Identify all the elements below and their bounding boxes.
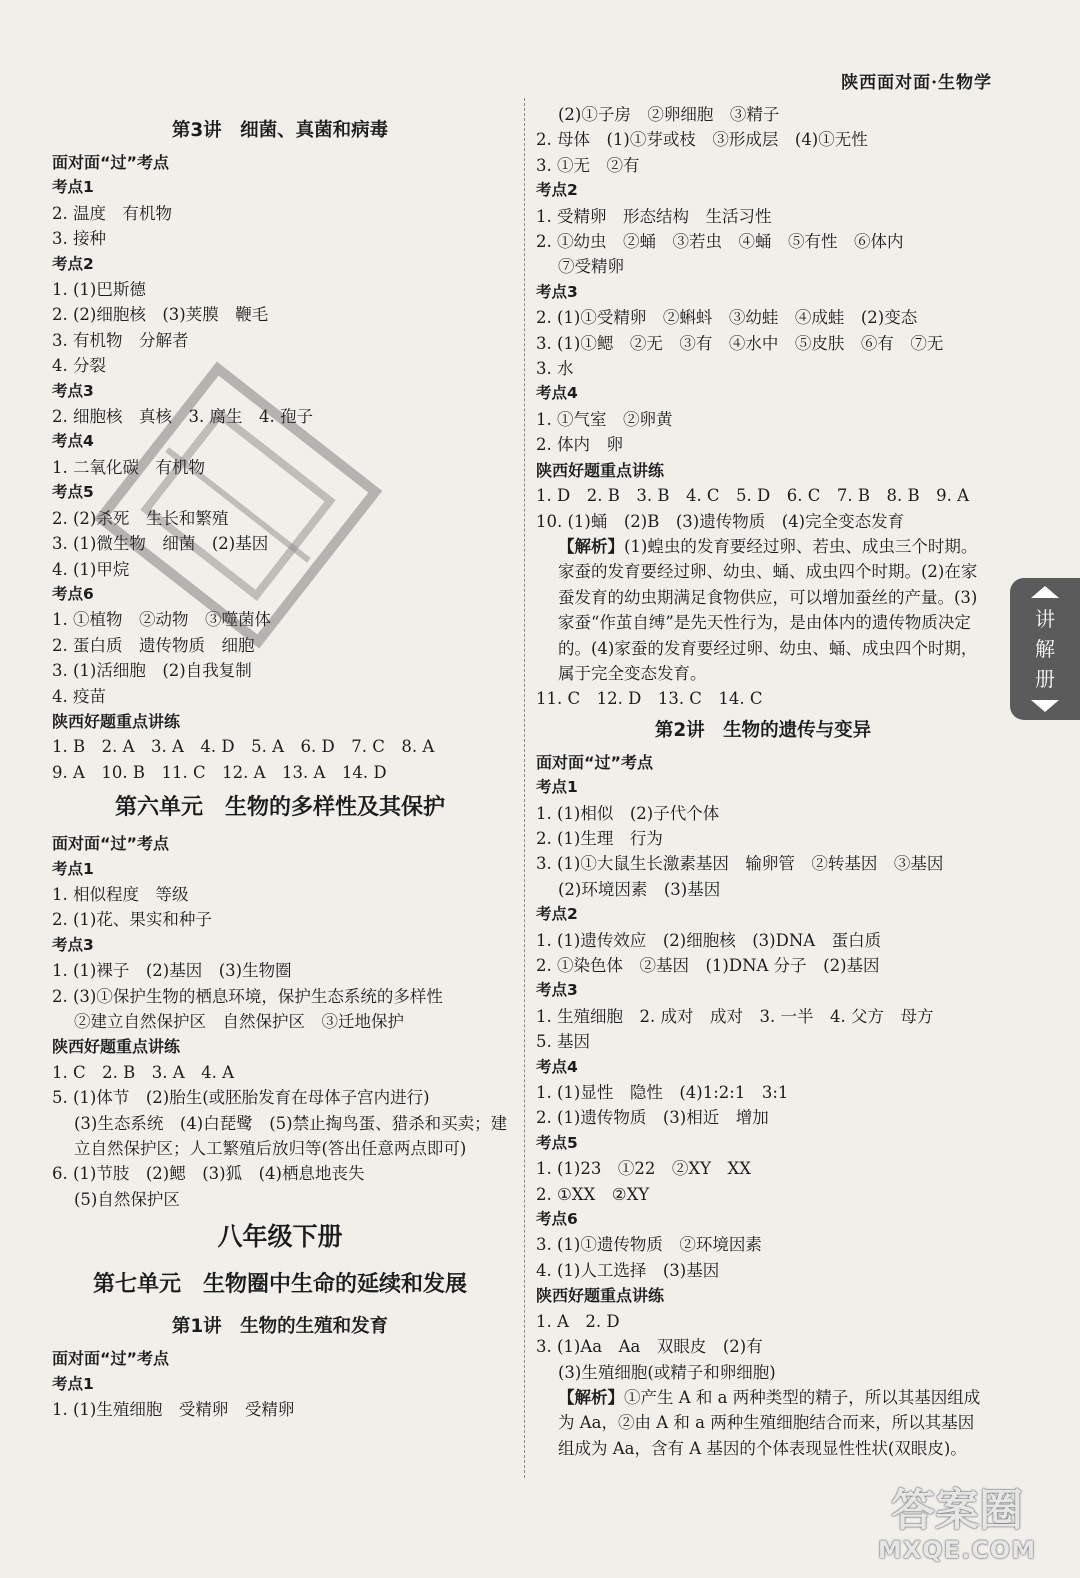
answer-line: 2. ①染色体 ②基因 (1)DNA 分子 (2)基因	[536, 956, 880, 975]
answer-line: 2. (1)花、果实和种子	[52, 910, 212, 930]
side-tab-lecture-book[interactable]	[1010, 578, 1080, 720]
analysis-text: (1)蝗虫的发育要经过卵、若虫、成虫三个时期。家蚕的发育要经过卵、幼虫、蛹、成虫四个时期。(2)在家蚕发育的幼虫期满足食物供应，可以增加蚕丝的产量。(3)家蚕“作茧自缚”是先天性行为，是由体内的遗传物质决定的。(4)家蚕的发育要经过卵、幼虫、蛹、成虫四个时期，属于完全变态发育。	[558, 536, 978, 683]
face-to-face-heading: 面对面“过”考点	[52, 1349, 170, 1369]
answer-line: 10. (1)蛹 (2)B (3)遗传物质 (4)完全变态发育	[536, 511, 905, 531]
answer-line: 3. 水	[536, 359, 574, 379]
answer-line: 1. (1)遗传效应 (2)细胞核 (3)DNA 蛋白质	[536, 930, 882, 950]
practice-heading: 陕西好题重点讲练	[52, 711, 181, 731]
answer-line: 2. 细胞核 真核 3. 腐生 4. 孢子	[52, 407, 313, 427]
practice-heading: 陕西好题重点讲练	[536, 460, 665, 480]
analysis-tag: 【解析】	[558, 536, 624, 556]
answer-line: 1. (1)裸子 (2)基因 (3)生物圈	[52, 961, 292, 981]
watermark-logo	[862, 1486, 1052, 1566]
practice-heading: 陕西好题重点讲练	[52, 1037, 181, 1057]
kaodian-3: 考点3	[52, 935, 94, 954]
answer-line: 5. (1)体节 (2)胎生(或胚胎发育在母体子宫内进行)	[52, 1088, 430, 1108]
answer-line: 1. (1)相似 (2)子代个体	[536, 803, 720, 823]
kaodian-2: 考点2	[52, 254, 94, 273]
answer-line: 3. (1)微生物 细菌 (2)基因	[52, 534, 269, 554]
answer-line: 3. (1)①大鼠生长激素基因 输卵管 ②转基因 ③基因	[536, 854, 944, 874]
page-header: 陕西面对面·生物学	[841, 73, 992, 93]
unit6-title: 第六单元 生物的多样性及其保护	[114, 795, 445, 821]
kaodian-2: 考点2	[536, 181, 578, 200]
answer-line: 3. 接种	[52, 229, 106, 249]
answer-line: 2. (2)杀死 生长和繁殖	[52, 508, 229, 528]
answer-line: 1. B 2. A 3. A 4. D 5. A 6. D 7. C 8. A	[52, 737, 435, 757]
answer-line: 4. 疫苗	[52, 686, 106, 706]
kaodian-3: 考点3	[536, 282, 578, 301]
answer-line: 2. (1)①受精卵 ②蝌蚪 ③幼蛙 ④成蛙 (2)变态	[536, 308, 918, 328]
answer-line: 9. A 10. B 11. C 12. A 13. A 14. D	[52, 762, 387, 782]
answer-line: 4. (1)甲烷	[52, 559, 130, 579]
analysis-tag: 【解析】	[558, 1387, 624, 1407]
answer-line: 2. 蛋白质 遗传物质 细胞	[52, 635, 255, 655]
kaodian-6: 考点6	[536, 1210, 578, 1229]
analysis-block	[536, 1385, 990, 1461]
answer-line: 6. (1)节肢 (2)鳃 (3)狐 (4)栖息地丧失	[52, 1164, 365, 1184]
lecture3-title: 第3讲 细菌、真菌和病毒	[171, 120, 389, 141]
answer-line: 4. (1)人工选择 (3)基因	[536, 1260, 720, 1280]
answer-line: (2)环境因素 (3)基因	[558, 879, 721, 899]
kaodian-1: 考点1	[52, 1374, 94, 1393]
face-to-face-heading: 面对面“过”考点	[52, 834, 170, 854]
answer-line: 1. ①气室 ②卵黄	[536, 409, 673, 429]
answer-line: 1. 二氧化碳 有机物	[52, 457, 205, 477]
answer-line: 1. ①植物 ②动物 ③噬菌体	[52, 610, 271, 630]
analysis-text: ①产生 A 和 a 两种类型的精子，所以其基因组成为 Aa，②由 A 和 a 两种生殖细胞结合而来，所以其基因组成为 Aa，含有 A 基因的个体表现显性性状(双眼皮)。	[558, 1387, 981, 1458]
kaodian-1: 考点1	[52, 859, 94, 878]
answer-line: 1. 受精卵 形态结构 生活习性	[536, 206, 772, 226]
face-to-face-heading: 面对面“过”考点	[536, 752, 654, 772]
lecture2-title: 第2讲 生物的遗传与变异	[654, 719, 872, 741]
answer-line: 4. 分裂	[52, 356, 106, 376]
side-tab-char: 解	[1035, 637, 1055, 661]
practice-heading: 陕西好题重点讲练	[536, 1286, 665, 1306]
answer-line: 2. (3)①保护生物的栖息环境，保护生态系统的多样性	[52, 986, 443, 1006]
kaodian-4: 考点4	[536, 1057, 578, 1076]
watermark-logo-text: 答案圈	[891, 1485, 1023, 1536]
answer-line: 2. 温度 有机物	[52, 203, 172, 223]
answer-line: (3)生殖细胞(或精子和卵细胞)	[558, 1362, 776, 1382]
answer-line: 1. A 2. D	[536, 1311, 620, 1331]
kaodian-2: 考点2	[536, 905, 578, 924]
answer-line: (3)生态系统 (4)白琵鹭 (5)禁止掏鸟蛋、猎杀和买卖；建立自然保护区；人工繁殖后放归等(答出任意两点即可)	[74, 1113, 508, 1159]
answer-line: 3. ①无 ②有	[536, 155, 640, 175]
answer-line: 3. (1)①鳃 ②无 ③有 ④水中 ⑤皮肤 ⑥有 ⑦无	[536, 333, 944, 353]
answer-line: 2. ①XX ②XY	[536, 1184, 650, 1204]
kaodian-5: 考点5	[52, 483, 94, 502]
arrow-up-icon	[1031, 586, 1059, 598]
answer-line: 1. 生殖细胞 2. 成对 成对 3. 一半 4. 父方 母方	[536, 1006, 934, 1026]
answer-line: 1. (1)显性 隐性 (4)1:2:1 3:1	[536, 1083, 789, 1103]
answer-line: 1. (1)23 ①22 ②XY XX	[536, 1159, 751, 1179]
kaodian-3: 考点3	[52, 381, 94, 400]
answer-line: 3. 有机物 分解者	[52, 330, 189, 350]
answer-line: 2. ①幼虫 ②蛹 ③若虫 ④蛹 ⑤有性 ⑥体内	[536, 232, 904, 252]
answer-line: 3. (1)活细胞 (2)自我复制	[52, 661, 252, 681]
column-divider	[524, 98, 525, 1478]
answer-line: 5. 基因	[536, 1032, 590, 1052]
arrow-down-icon	[1031, 700, 1059, 712]
answer-line: 3. (1)①遗传物质 ②环境因素	[536, 1235, 762, 1255]
kaodian-1: 考点1	[536, 778, 578, 797]
kaodian-6: 考点6	[52, 584, 94, 603]
answer-line: 2. 母体 (1)①芽或枝 ③形成层 (4)①无性	[536, 130, 868, 150]
side-tab-label	[1010, 604, 1080, 694]
answer-line: (2)①子房 ②卵细胞 ③精子	[558, 105, 780, 124]
answer-line: 1. 相似程度 等级	[52, 884, 189, 904]
answer-line: ⑦受精卵	[558, 257, 624, 277]
answer-line: 1. D 2. B 3. B 4. C 5. D 6. C 7. B 8. B 9. A	[536, 486, 970, 506]
analysis-block	[536, 534, 990, 686]
lecture1-title: 第1讲 生物的生殖和发育	[171, 1316, 389, 1338]
answer-line: 1. (1)生殖细胞 受精卵 受精卵	[52, 1400, 295, 1420]
answer-line: 2. (1)生理 行为	[536, 828, 663, 848]
side-tab-char: 讲	[1035, 607, 1055, 631]
watermark-url: MXQE.COM	[877, 1536, 1037, 1564]
answer-line: 2. (1)遗传物质 (3)相近 增加	[536, 1108, 769, 1128]
answer-line: 2. (2)细胞核 (3)荚膜 鞭毛	[52, 305, 269, 325]
answer-line: 1. C 2. B 3. A 4. A	[52, 1062, 235, 1082]
face-to-face-heading: 面对面“过”考点	[52, 153, 170, 172]
grade-title: 八年级下册	[217, 1222, 343, 1252]
answer-line: (5)自然保护区	[74, 1189, 180, 1209]
answer-line: ②建立自然保护区 自然保护区 ③迁地保护	[74, 1012, 404, 1031]
kaodian-4: 考点4	[52, 432, 94, 451]
left-column	[52, 112, 508, 1422]
answer-line: 2. 体内 卵	[536, 435, 623, 455]
kaodian-4: 考点4	[536, 384, 578, 403]
answer-line: 11. C 12. D 13. C 14. C	[536, 689, 763, 709]
answer-line: 3. (1)Aa Aa 双眼皮 (2)有	[536, 1337, 763, 1357]
kaodian-1: 考点1	[52, 178, 94, 197]
unit7-title: 第七单元 生物圈中生命的延续和发展	[92, 1272, 467, 1298]
kaodian-5: 考点5	[536, 1133, 578, 1152]
answer-line: 1. (1)巴斯德	[52, 280, 146, 300]
right-column	[536, 102, 990, 1461]
side-tab-char: 册	[1035, 667, 1055, 691]
kaodian-3: 考点3	[536, 981, 578, 1000]
